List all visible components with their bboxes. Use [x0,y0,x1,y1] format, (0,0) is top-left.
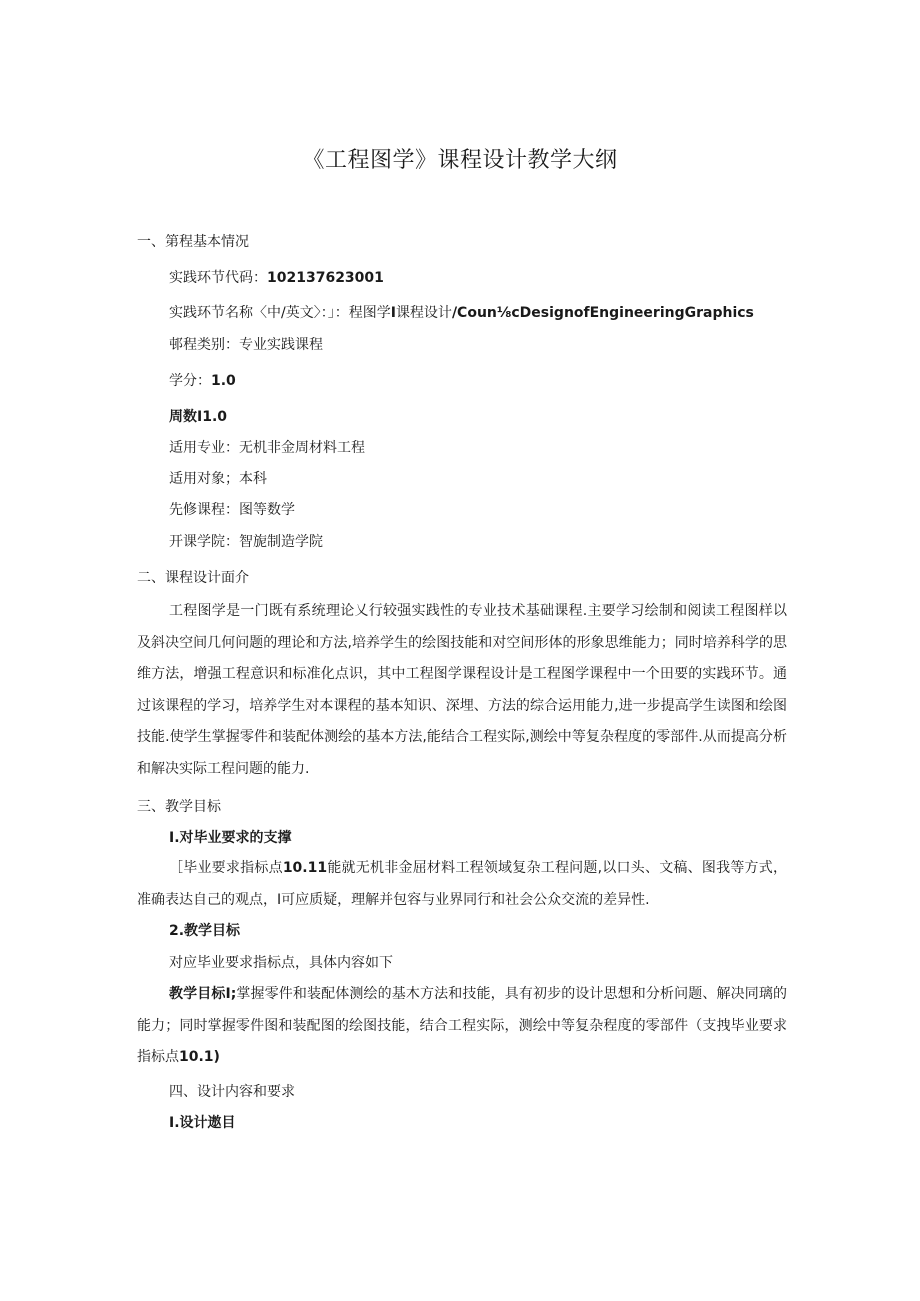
subsection-support: I.对毕业要求的支撑 [169,830,292,846]
course-weeks: 周数I1.0 [169,409,228,425]
applicable-target: 适用对象；本科 [169,471,267,487]
goal-paragraph [137,979,787,1074]
section-2-heading: 二、课程设计面介 [137,570,249,586]
goals-lead: 对应毕业要求指标点，具体内容如下 [169,955,393,971]
practice-code-value: 102137623001 [267,270,384,286]
section-1-heading: 一、第程基本情况 [137,234,249,250]
practice-name [169,303,754,323]
offering-college: 开课学院：智旎制造学院 [169,534,323,550]
goal-label: 教学目标I; [169,986,237,1002]
requirement-text: 能就无机非金屈材料工程领域复杂工程问题,以口头、文稿、图我等方式，准确表达自己的观点，I可应质疑，理解并包容与业界同行和社会公众交流的差异性. [137,860,788,908]
course-credit [169,371,236,391]
practice-name-label: 实践环节名称〈中/英文〉：」：程图学 [169,305,391,321]
goal-text: 掌握零件和装配体测绘的基木方法和技能，具有初步的设计思想和分析问题、解决同璃的能力；同时掌握零件图和装配图的绘图技能，结合工程实际，测绘中等复杂程度的零部件（支拽毕业要求指标点 [137,986,787,1065]
subsection-goals: 2.教学目标 [169,923,241,939]
practice-name-cn: 课程设计 [395,305,452,321]
practice-code [169,268,384,288]
prerequisite-course: 先修课程：图等数学 [169,502,295,518]
course-credit-label: 学分： [169,373,211,389]
practice-code-label: 实践环节代码： [169,270,267,286]
practice-name-en: /Coun⅛cDesignofEngineeringGraphics [451,305,754,321]
course-category: 邨程类别：专业实践课程 [169,337,323,353]
requirement-prefix: ［毕业要求指标点 [169,860,283,876]
section-4-heading: 四、设计内容和要求 [169,1084,295,1100]
applicable-major: 适用专业：无机非金周材料工程 [169,440,365,456]
requirement-paragraph [137,853,787,916]
course-intro-paragraph: 工程图学是一门既有系统理论乂行较强实践性的专业技术基础课程.主要学习绘制和阅读工程图样以及斜决空间几何问题的理论和方法,培养学生的绘图技能和对空间形体的形象思维能力；同时培养科学的思维方法，增强工程意识和标准化点识，其中工程图学课程设计是工程图学课程中一个田要的实践环节。通过该课程的学习，培养学生对本课程的基本知识、深埋、方法的综合运用能力,进一步提高学生读图和绘图技能.使学生掌握零件和装配体测绘的基本方法,能结合工程实际,测绘中等复杂程度的零部件.从而提高分析和解决实际工程问题的能力. [137,603,787,777]
subsection-design-topic: I.设计遨目 [169,1115,236,1131]
goal-ref: 10.1) [179,1049,220,1065]
practice-name-mark: I [390,305,396,321]
page-title: 《工程图学》课程设计教学大纲 [302,148,618,173]
requirement-index: 10.11 [282,860,328,876]
section-3-heading: 三、教学目标 [137,799,221,815]
course-credit-value: 1.0 [211,373,236,389]
